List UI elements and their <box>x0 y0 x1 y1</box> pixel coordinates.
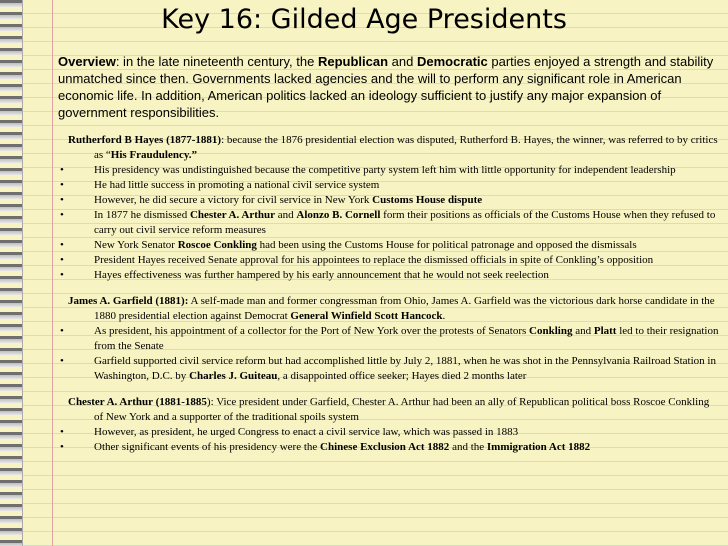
democratic-term: Democratic <box>416 54 488 69</box>
bullet-icon: • <box>60 179 64 191</box>
list-item: • President Hayes received Senate approval for his appointees to replace the dismissed officials in spite of Conkling’s opposition <box>60 254 654 266</box>
hayes-heading: Rutherford B Hayes (1877-1881) <box>68 134 222 146</box>
list-item: • His presidency was undistinguished because the competitive party system left him with little opportunity for independent leadership <box>60 164 676 176</box>
list-item: • New York Senator Roscoe Conkling had been using the Customs House for political patronage and opposed the dismissals <box>60 239 637 251</box>
overview-label: Overview <box>58 54 116 69</box>
list-item: • As president, his appointment of a collector for the Port of New York over the protests of Senators Conkling and Platt led to their resignation from the Senate <box>60 325 719 352</box>
garfield-intro: James A. Garfield (1881): A self-made man and former congressman from Ohio, James A. Garfield was the victorious dark horse candidate in the 1880 presidential election against Democrat General Winfield Scott Hancock. <box>68 295 715 322</box>
list-item: • In 1877 he dismissed Chester A. Arthur and Alonzo B. Cornell form their positions as officials of the Customs House when they refused to carry out civil service reform measures <box>60 209 716 236</box>
bullet-icon: • <box>60 325 64 337</box>
bullet-icon: • <box>60 239 64 251</box>
bullet-icon: • <box>60 441 64 453</box>
list-item: • Garfield supported civil service reform but had accomplished little by July 2, 1881, when he was shot in the Pennsylvania Railroad Station in Washington, D.C. by Charles J. Guiteau, a disappointed office seeker; Hayes died 2 months later <box>60 355 716 382</box>
list-item: • Hayes effectiveness was further hampered by his early announcement that he would not seek reelection <box>60 269 549 281</box>
list-item: • He had little success in promoting a national civil service system <box>60 179 380 191</box>
arthur-heading: Chester A. Arthur (1881-1885 <box>68 396 207 408</box>
bullet-icon: • <box>60 426 64 438</box>
list-item: • However, as president, he urged Congress to enact a civil service law, which was passed in 1883 <box>60 426 519 438</box>
hayes-intro: Rutherford B Hayes (1877-1881): because the 1876 presidential election was disputed, Rutherford B. Hayes, the winner, was referred to by critics as “His Fraudulency.” <box>68 134 718 161</box>
bullet-icon: • <box>60 209 64 221</box>
bullet-icon: • <box>60 254 64 266</box>
bullet-icon: • <box>60 194 64 206</box>
republican-term: Republican <box>317 54 389 69</box>
bullet-icon: • <box>60 355 64 367</box>
bullet-icon: • <box>60 269 64 281</box>
arthur-intro: Chester A. Arthur (1881-1885): Vice president under Garfield, Chester A. Arthur had been an ally of Republican political boss Roscoe Conkling of New York and a supporter of the traditional spoils system <box>68 396 710 423</box>
list-item: • Other significant events of his presidency were the Chinese Exclusion Act 1882 and the Immigration Act 1882 <box>60 441 591 453</box>
margin-line <box>52 0 53 546</box>
notes-content <box>60 133 720 455</box>
page-title: Key 16: Gilded Age Presidents <box>161 4 567 35</box>
garfield-heading: James A. Garfield (1881): <box>68 295 189 307</box>
overview-paragraph: Overview: in the late nineteenth century, the Republican and Democratic parties enjoyed a strength and stability unmatched since then. Governments lacked agencies and the will to perform any significant role in American economic life. In addition, American politics lacked an ideology sufficient to justify any major expansion of government responsibilities. <box>58 54 714 120</box>
spiral-binding <box>0 0 23 546</box>
bullet-icon: • <box>60 164 64 176</box>
list-item: • However, he did secure a victory for civil service in New York Customs House dispute <box>60 194 483 206</box>
